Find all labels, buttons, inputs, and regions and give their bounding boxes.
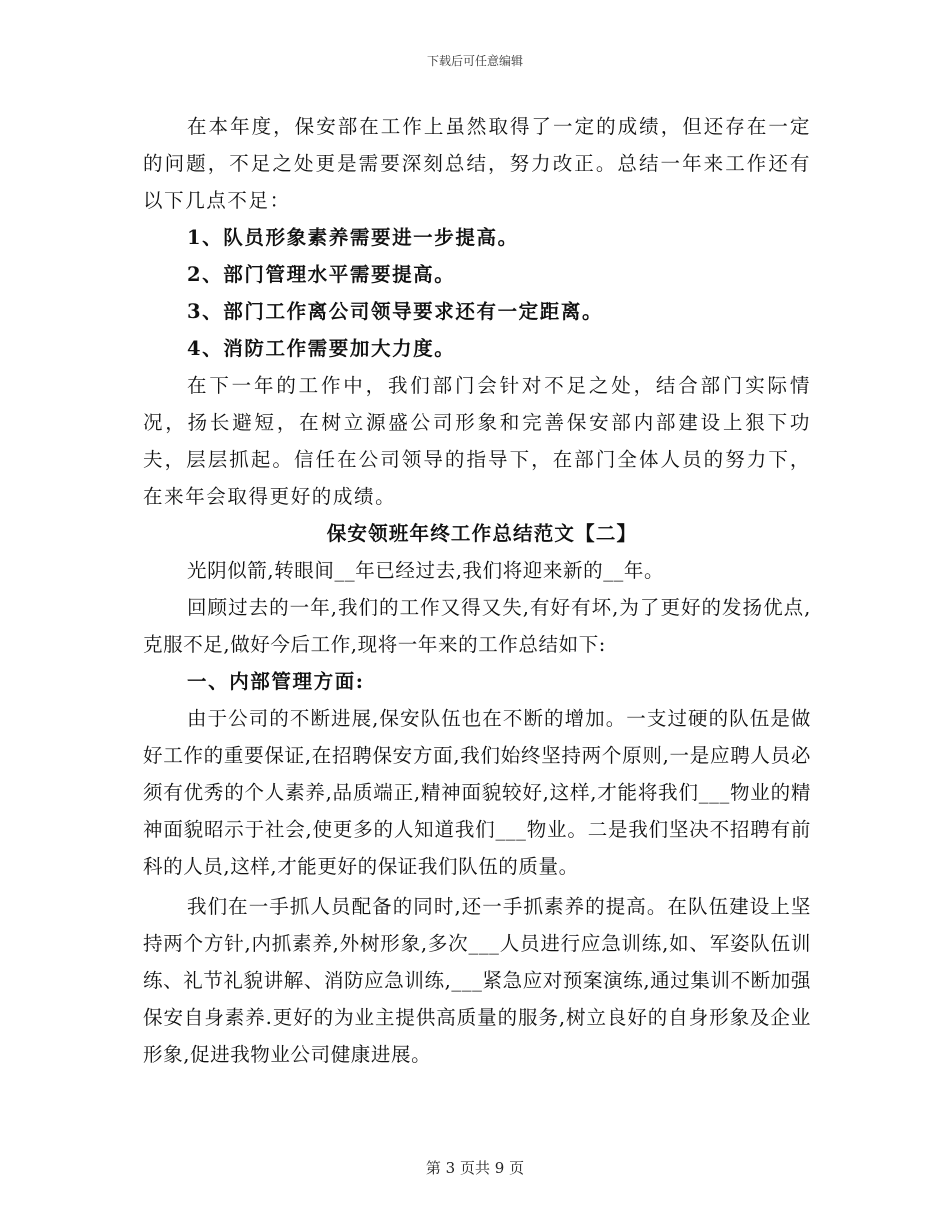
deficiency-item-1: 1、队员形象素养需要进一步提高。 [187,226,519,249]
deficiency-item-2: 2、部门管理水平需要提高。 [187,263,456,286]
section2-title: 保安领班年终工作总结范文【二】 [326,522,638,545]
section1-intro-paragraph: 在本年度，保安部在工作上虽然取得了一定的成绩，但还存在一定的问题，不足之处更是需要深刻总结，努力改正。总结一年来工作还有以下几点不足： [143,115,811,212]
section2-paragraph-4: 我们在一手抓人员配备的同时,还一手抓素养的提高。在队伍建设上坚持两个方针,内抓素养,外树形象,多次___人员进行应急训练,如、军姿队伍训练、礼节礼貌讲解、消防应急训练,___紧急应对预案演练,通过集训不断加强保安自身素养.更好的为业主提供高质量的服务,树立良好的自身形象及企业形象,促进我物业公司健康进展。 [143,895,811,1066]
section1-closing-paragraph: 在下一年的工作中，我们部门会针对不足之处，结合部门实际情况，扬长避短，在树立源盛公司形象和完善保安部内部建设上狠下功夫，层层抓起。信任在公司领导的指导下，在部门全体人员的努力下，在来年会取得更好的成绩。 [143,374,811,508]
document-body [143,108,811,1073]
section2-paragraph-1: 光阴似箭,转眼间__年已经过去,我们将迎来新的__年。 [187,559,665,582]
section2-paragraph-2: 回顾过去的一年,我们的工作又得又失,有好有坏,为了更好的发扬优点,克服不足,做好今后工作,现将一年来的工作总结如下: [143,596,811,656]
page-number: 第 3 页共 9 页 [425,1159,525,1177]
section2-paragraph-3: 由于公司的不断进展,保安队伍也在不断的增加。一支过硬的队伍是做好工作的重要保证,在招聘保安方面,我们始终坚持两个原则,一是应聘人员必须有优秀的个人素养,品质端正,精神面貌较好,这样,才能将我们___物业的精神面貌昭示于社会,使更多的人知道我们___物业。二是我们坚决不招聘有前科的人员,这样,才能更好的保证我们队伍的质量。 [143,707,811,878]
page-header: 下载后可任意编辑 [426,54,523,68]
deficiency-item-4: 4、消防工作需要加大力度。 [187,337,456,360]
deficiency-item-3: 3、部门工作离公司领导要求还有一定距离。 [187,300,604,323]
section2-heading-internal-management: 一、内部管理方面: [187,670,365,693]
